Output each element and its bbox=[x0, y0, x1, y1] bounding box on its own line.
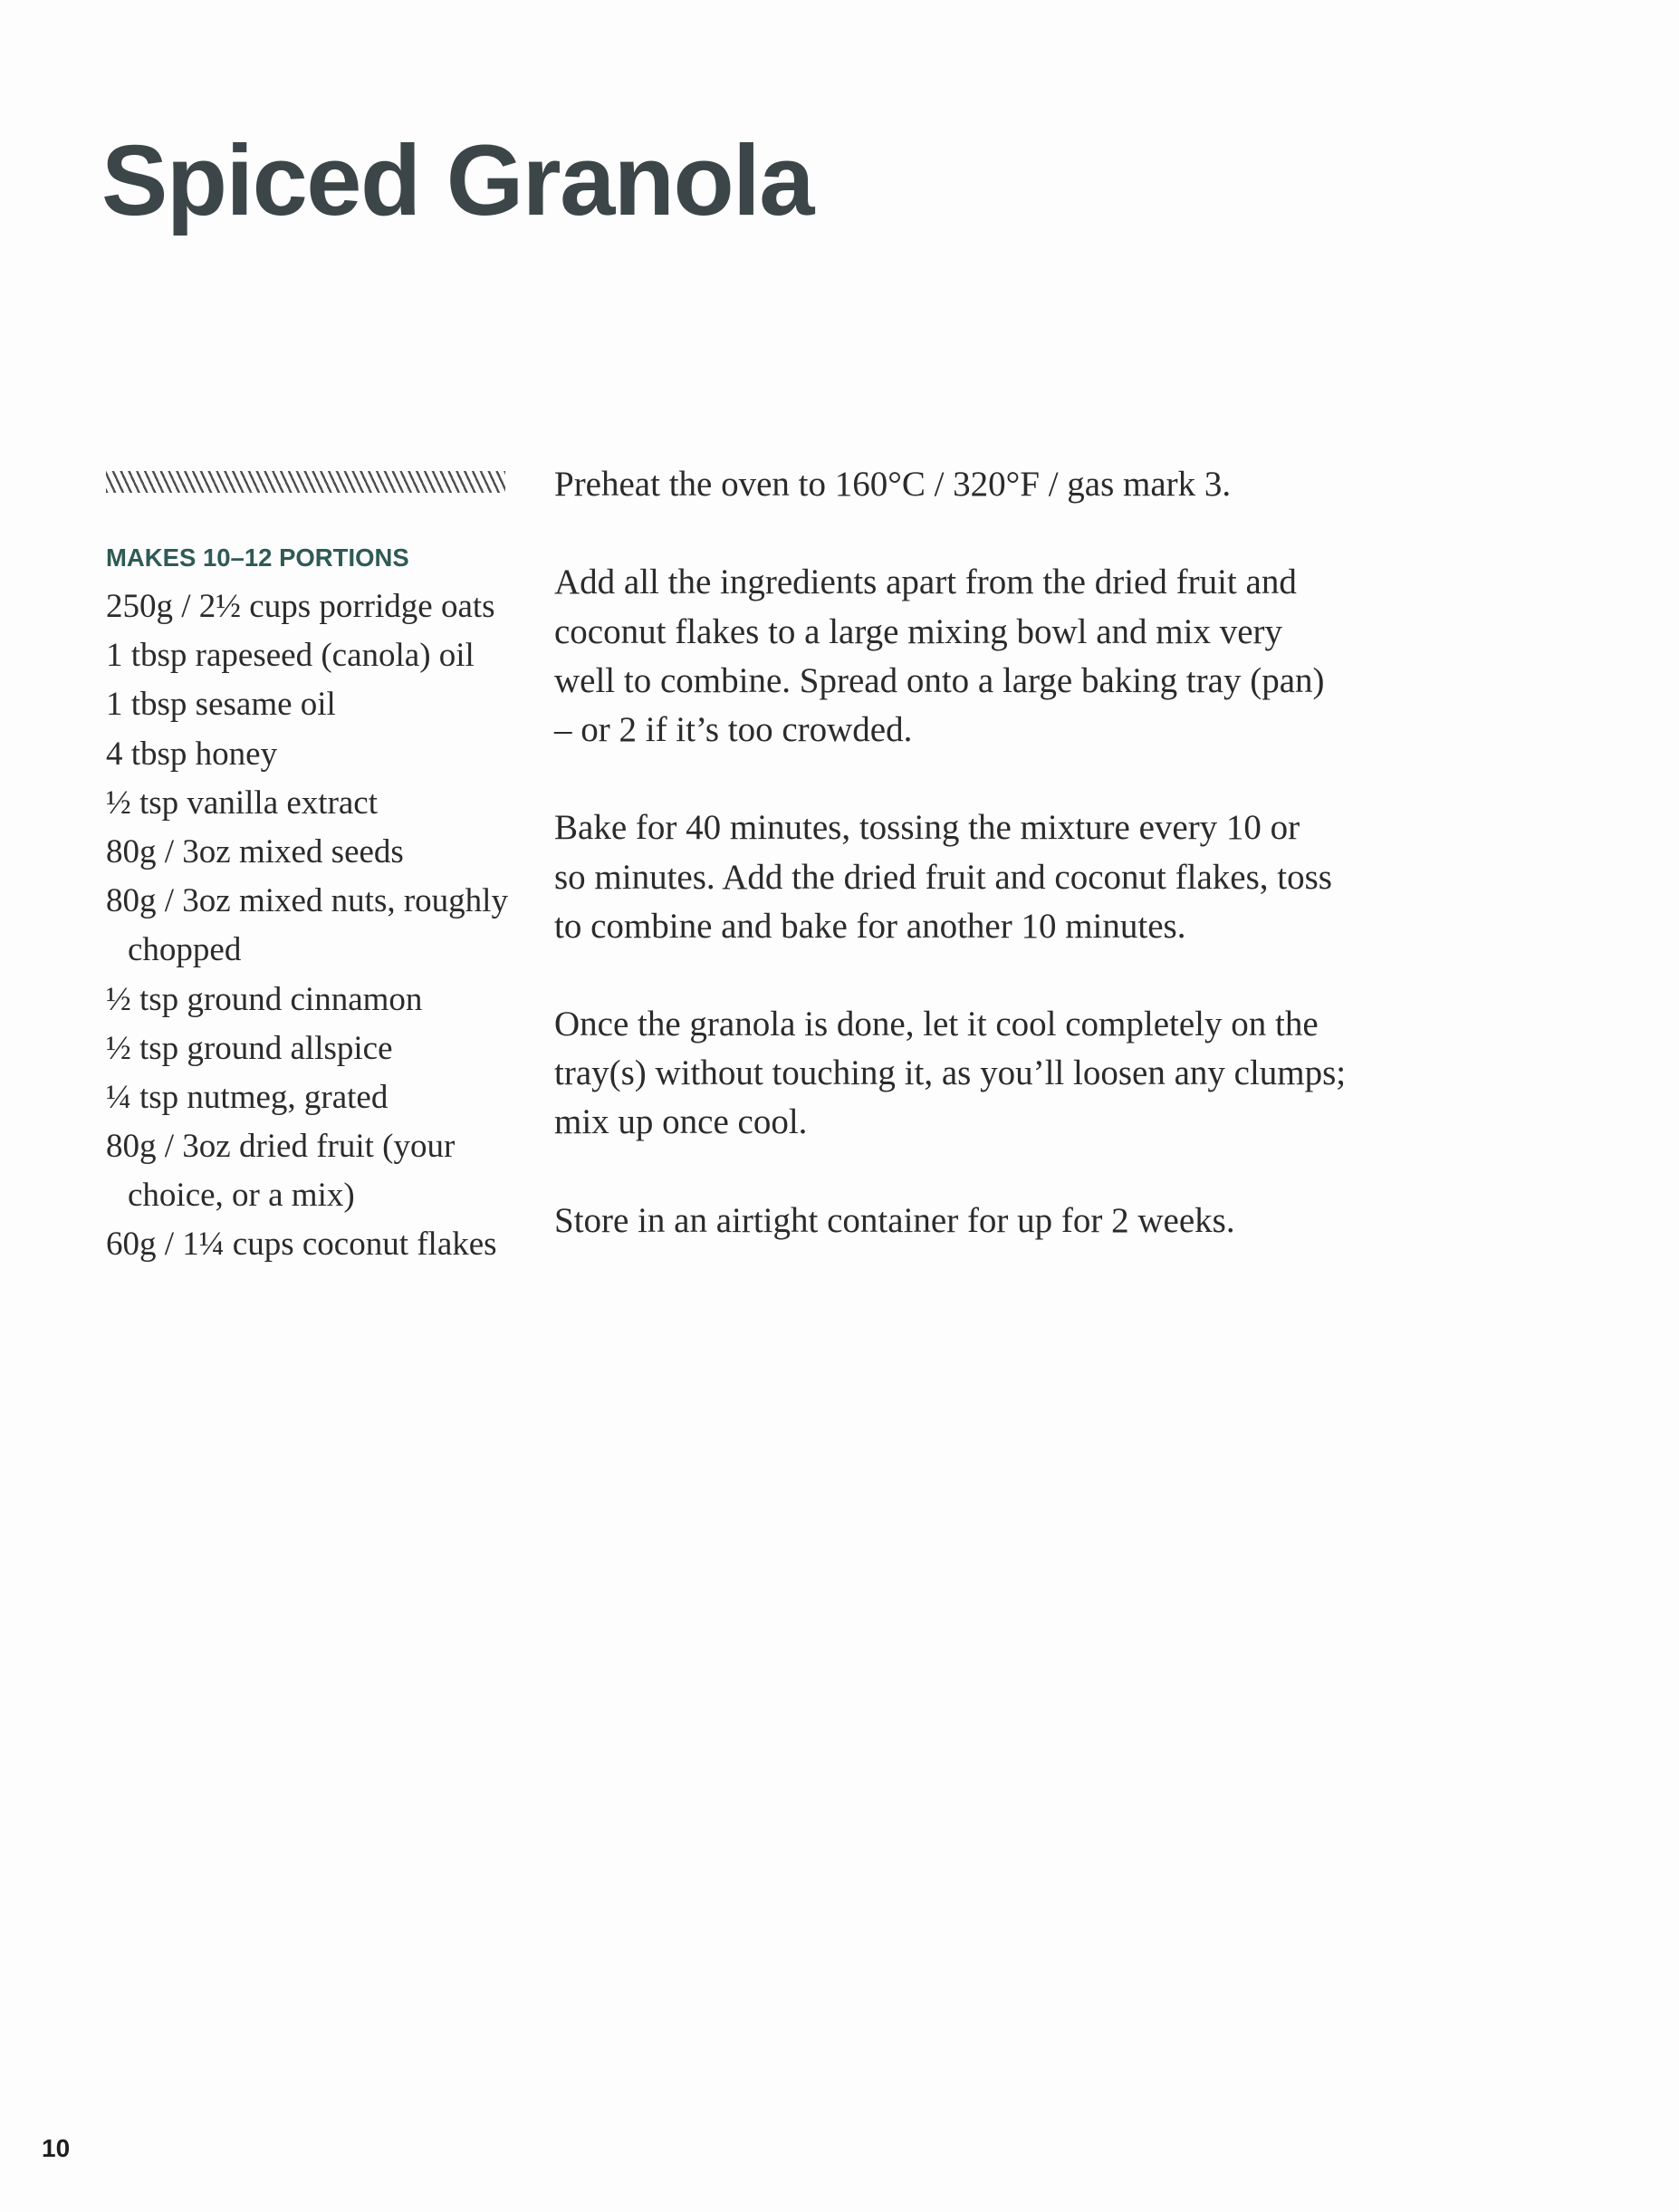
method-line: Bake for 40 minutes, tossing the mixture every 10 or bbox=[554, 808, 1300, 848]
ingredient-item bbox=[106, 680, 532, 729]
method-step bbox=[554, 803, 1460, 951]
ingredient-item bbox=[106, 631, 532, 680]
ingredient-item bbox=[106, 828, 532, 877]
method-line: Preheat the oven to 160°C / 320°F / gas mark 3. bbox=[554, 465, 1232, 504]
method-steps bbox=[554, 460, 1460, 1294]
ingredient-line: ½ tsp ground allspice bbox=[106, 1029, 393, 1067]
ingredient-item bbox=[106, 730, 532, 779]
ingredient-line: 80g / 3oz mixed seeds bbox=[106, 832, 404, 870]
method-line: so minutes. Add the dried fruit and coconut flakes, toss bbox=[554, 857, 1332, 897]
method-line: to combine and bake for another 10 minutes. bbox=[554, 906, 1186, 946]
ingredient-item bbox=[106, 976, 532, 1024]
method-line: Add all the ingredients apart from the dried fruit and bbox=[554, 563, 1297, 602]
ingredient-line: 4 tbsp honey bbox=[106, 735, 278, 773]
method-step bbox=[554, 460, 1460, 509]
ingredient-line: 250g / 2½ cups porridge oats bbox=[106, 588, 495, 625]
ingredient-item bbox=[106, 779, 532, 828]
ingredient-item bbox=[106, 1122, 532, 1220]
ingredient-line: ¼ tsp nutmeg, grated bbox=[106, 1078, 389, 1116]
ingredient-continuation: chopped bbox=[128, 931, 242, 969]
recipe-title: Spiced Granola bbox=[101, 125, 813, 236]
ingredient-line: ½ tsp ground cinnamon bbox=[106, 980, 423, 1018]
method-line: – or 2 if it’s too crowded. bbox=[554, 709, 913, 749]
ingredient-item bbox=[106, 877, 532, 975]
ingredient-continuation: choice, or a mix) bbox=[128, 1177, 355, 1215]
ingredient-item bbox=[106, 1073, 532, 1122]
ingredient-line: 1 tbsp sesame oil bbox=[106, 686, 336, 724]
method-line: Store in an airtight container for up for 2 weeks. bbox=[554, 1200, 1235, 1240]
ingredient-line: 80g / 3oz mixed nuts, roughly bbox=[106, 882, 508, 920]
ingredient-line: ½ tsp vanilla extract bbox=[106, 784, 379, 822]
ingredient-item bbox=[106, 1220, 532, 1269]
ingredient-line: 80g / 3oz dried fruit (your bbox=[106, 1128, 456, 1166]
method-step bbox=[554, 558, 1460, 755]
method-line: coconut flakes to a large mixing bowl and mix very bbox=[554, 611, 1282, 651]
page-number: 10 bbox=[42, 2134, 71, 2162]
ingredient-line: 60g / 1¼ cups coconut flakes bbox=[106, 1226, 497, 1264]
yield-label: MAKES 10–12 PORTIONS bbox=[106, 543, 409, 572]
ingredient-item bbox=[106, 1024, 532, 1073]
method-line: well to combine. Spread onto a large baking tray (pan) bbox=[554, 660, 1325, 700]
method-step bbox=[554, 1197, 1460, 1245]
method-line: Once the granola is done, let it cool completely on the bbox=[554, 1005, 1319, 1044]
ingredient-item bbox=[106, 582, 532, 631]
method-line: tray(s) without touching it, as you’ll loosen any clumps; bbox=[554, 1053, 1347, 1093]
ingredient-list bbox=[106, 582, 532, 1270]
method-step bbox=[554, 1000, 1460, 1148]
hatch-divider bbox=[106, 471, 505, 493]
ingredient-line: 1 tbsp rapeseed (canola) oil bbox=[106, 637, 475, 675]
method-line: mix up once cool. bbox=[554, 1102, 808, 1142]
